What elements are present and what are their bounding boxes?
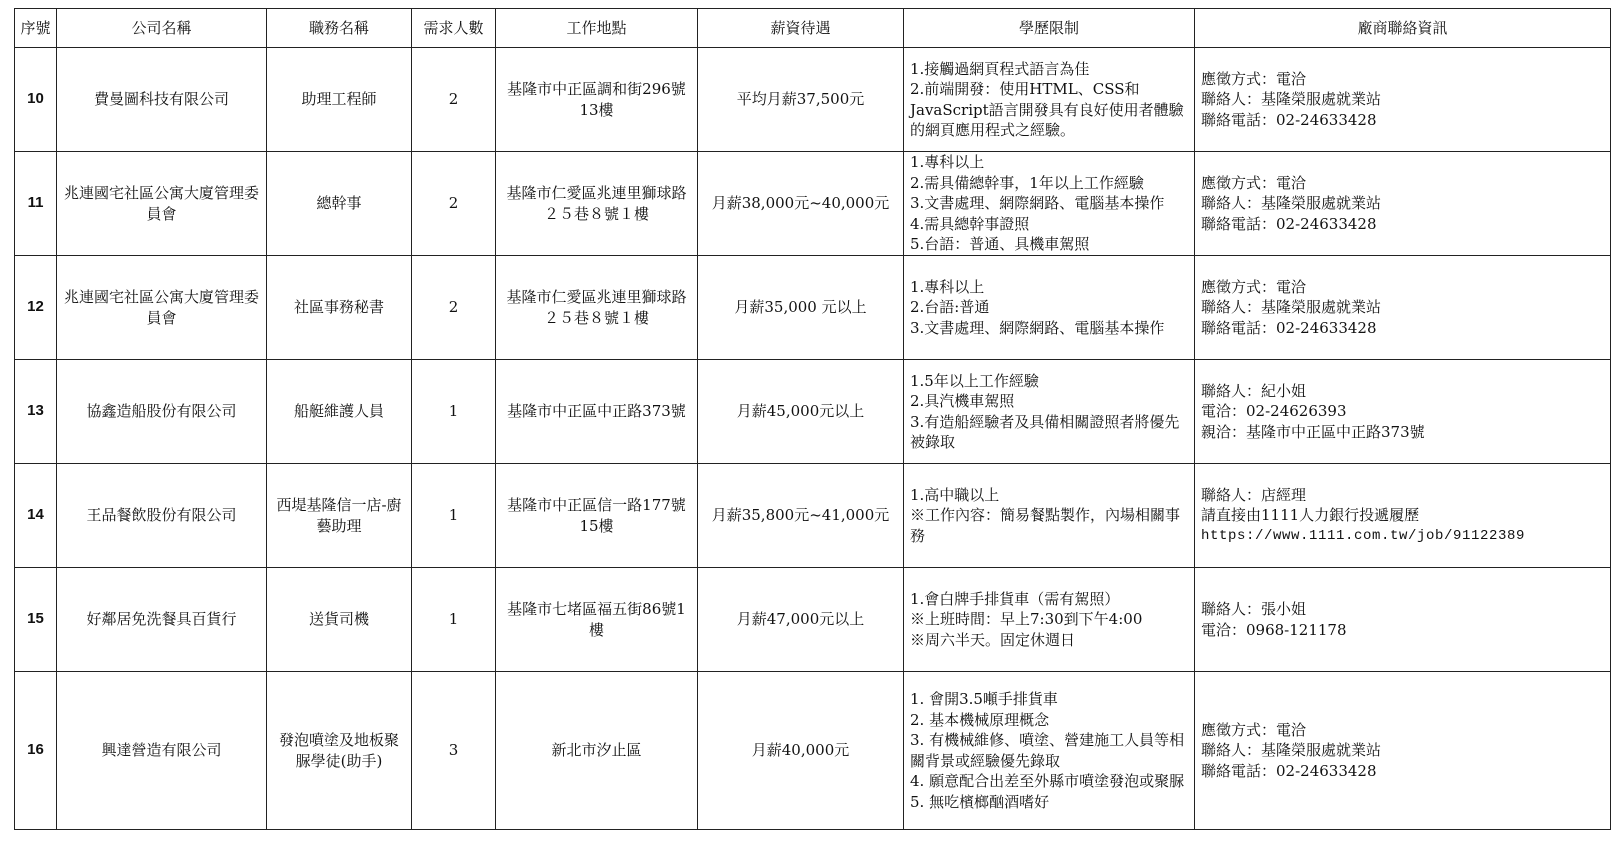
contact-line: 電洽：02-24626393 [1201, 402, 1347, 421]
job-title: 送貨司機 [267, 568, 412, 672]
contact-line: 親洽：基隆市中正區中正路373號 [1201, 422, 1425, 441]
job-title: 發泡噴塗及地板聚脲學徒(助手) [267, 672, 412, 830]
salary: 月薪35,000 元以上 [698, 256, 904, 360]
contact-line: 應徵方式：電洽 [1201, 720, 1307, 739]
header-contact: 廠商聯絡資訊 [1195, 9, 1611, 48]
row-number: 13 [15, 360, 57, 464]
header-company: 公司名稱 [57, 9, 267, 48]
requirement-line: 3.有造船經驗者及具備相關證照者將優先被錄取 [910, 412, 1180, 451]
education-requirements [904, 256, 1195, 360]
headcount: 1 [412, 464, 496, 568]
requirement-line: 1.高中職以上 [910, 485, 1000, 504]
contact-line: 聯絡電話：02-24633428 [1201, 110, 1377, 129]
contact-info [1195, 256, 1611, 360]
education-requirements [904, 48, 1195, 152]
requirement-line: 5. 無吃檳榔酗酒嗜好 [910, 792, 1050, 811]
contact-info [1195, 152, 1611, 256]
contact-line: 聯絡電話：02-24633428 [1201, 214, 1377, 233]
company-name: 協鑫造船股份有限公司 [57, 360, 267, 464]
header-count: 需求人數 [412, 9, 496, 48]
row-number: 15 [15, 568, 57, 672]
row-number: 10 [15, 48, 57, 152]
company-name: 興達營造有限公司 [57, 672, 267, 830]
work-location: 基隆市中正區調和街296號13樓 [496, 48, 698, 152]
requirement-line: 2. 基本機械原理概念 [910, 710, 1050, 729]
contact-line: 聯絡人：張小姐 [1201, 600, 1307, 618]
headcount: 1 [412, 568, 496, 672]
requirement-line: 3. 有機械維修、噴塗、營建施工人員等相關背景或經驗優先錄取 [910, 731, 1185, 770]
work-location: 基隆市仁愛區兆連里獅球路２５巷８號１樓 [496, 256, 698, 360]
row-number: 12 [15, 256, 57, 360]
table-row [15, 464, 1611, 568]
salary: 月薪35,800元~41,000元 [698, 464, 904, 568]
row-number: 16 [15, 672, 57, 830]
table-row [15, 256, 1611, 360]
headcount: 2 [412, 48, 496, 152]
row-number: 14 [15, 464, 57, 568]
requirement-line: 3.文書處理、網際網路、電腦基本操作 [910, 318, 1165, 337]
contact-info [1195, 48, 1611, 152]
contact-line: 應徵方式：電洽 [1201, 173, 1307, 192]
salary: 月薪40,000元 [698, 672, 904, 830]
header-education: 學歷限制 [904, 9, 1195, 48]
requirement-line: 1.會白牌手排貨車（需有駕照） [910, 589, 1120, 608]
contact-line: 電洽：0968-121178 [1201, 620, 1347, 639]
work-location: 基隆市七堵區福五街86號1樓 [496, 568, 698, 672]
contact-line: 聯絡人：基隆榮服處就業站 [1201, 298, 1382, 317]
contact-info [1195, 360, 1611, 464]
row-number: 11 [15, 152, 57, 256]
contact-info [1195, 464, 1611, 568]
company-name: 兆連國宅社區公寓大廈管理委員會 [57, 256, 267, 360]
work-location: 基隆市中正區中正路373號 [496, 360, 698, 464]
contact-line: 聯絡人：基隆榮服處就業站 [1201, 741, 1382, 760]
contact-info [1195, 672, 1611, 830]
table-row [15, 568, 1611, 672]
job-title: 總幹事 [267, 152, 412, 256]
table-row [15, 672, 1611, 830]
education-requirements [904, 568, 1195, 672]
header-row [15, 9, 1611, 48]
requirement-line: 4. 願意配合出差至外縣市噴塗發泡或聚脲 [910, 772, 1185, 790]
requirement-line: ※工作內容：簡易餐點製作，內場相關事務 [910, 506, 1181, 545]
headcount: 2 [412, 152, 496, 256]
header-salary: 薪資待遇 [698, 9, 904, 48]
contact-line: 聯絡電話：02-24633428 [1201, 318, 1377, 337]
contact-line: 聯絡人：基隆榮服處就業站 [1201, 90, 1382, 109]
job-listing-sheet [14, 8, 1611, 830]
requirement-line: 2.台語:普通 [910, 298, 990, 317]
requirement-line: 2.前端開發：使用HTML、CSS和JavaScript語言開發具有良好使用者體驗的網頁應用程式之經驗。 [910, 80, 1184, 139]
work-location: 新北市汐止區 [496, 672, 698, 830]
requirement-line: 1.專科以上 [910, 153, 985, 172]
education-requirements [904, 152, 1195, 256]
requirement-line: 4.需具總幹事證照 [910, 214, 1030, 233]
company-name: 費曼圖科技有限公司 [57, 48, 267, 152]
salary: 月薪47,000元以上 [698, 568, 904, 672]
header-title: 職務名稱 [267, 9, 412, 48]
education-requirements [904, 360, 1195, 464]
requirement-line: 2.需具備總幹事，1年以上工作經驗 [910, 173, 1144, 192]
job-title: 船艇維護人員 [267, 360, 412, 464]
table-row [15, 360, 1611, 464]
headcount: 1 [412, 360, 496, 464]
contact-line: 聯絡人：紀小姐 [1201, 381, 1307, 400]
requirement-line: 2.具汽機車駕照 [910, 392, 1015, 410]
company-name: 好鄰居免洗餐具百貨行 [57, 568, 267, 672]
contact-line: 聯絡人：店經理 [1201, 485, 1307, 504]
table-row [15, 48, 1611, 152]
education-requirements [904, 464, 1195, 568]
job-title: 助理工程師 [267, 48, 412, 152]
table-row [15, 152, 1611, 256]
header-location: 工作地點 [496, 9, 698, 48]
requirement-line: 1.5年以上工作經驗 [910, 371, 1039, 390]
requirement-line: 5.台語：普通、具機車駕照 [910, 235, 1090, 254]
requirement-line: 1.專科以上 [910, 277, 985, 296]
requirement-line: 1. 會開3.5噸手排貨車 [910, 690, 1058, 708]
salary: 月薪45,000元以上 [698, 360, 904, 464]
salary: 月薪38,000元~40,000元 [698, 152, 904, 256]
requirement-line: 1.接觸過網頁程式語言為佳 [910, 59, 1090, 78]
company-name: 兆連國宅社區公寓大廈管理委員會 [57, 152, 267, 256]
header-no: 序號 [15, 9, 57, 48]
education-requirements [904, 672, 1195, 830]
requirement-line: ※周六半天。固定休週日 [910, 630, 1076, 649]
headcount: 2 [412, 256, 496, 360]
job-rows [15, 48, 1611, 830]
work-location: 基隆市中正區信一路177號15樓 [496, 464, 698, 568]
company-name: 王品餐飲股份有限公司 [57, 464, 267, 568]
contact-info [1195, 568, 1611, 672]
contact-line: 應徵方式：電洽 [1201, 277, 1307, 296]
job-title: 社區事務秘書 [267, 256, 412, 360]
requirement-line: 3.文書處理、網際網路、電腦基本操作 [910, 194, 1165, 213]
headcount: 3 [412, 672, 496, 830]
contact-line: 請直接由1111人力銀行投遞履歷 [1201, 506, 1420, 525]
work-location: 基隆市仁愛區兆連里獅球路２５巷８號１樓 [496, 152, 698, 256]
contact-line: 應徵方式：電洽 [1201, 69, 1307, 88]
salary: 平均月薪37,500元 [698, 48, 904, 152]
contact-line: 聯絡人：基隆榮服處就業站 [1201, 194, 1382, 213]
contact-url: https://www.1111.com.tw/job/91122389 [1201, 527, 1526, 544]
requirement-line: ※上班時間：早上7:30到下午4:00 [910, 610, 1143, 629]
job-title: 西堤基隆信一店-廚藝助理 [267, 464, 412, 568]
contact-line: 聯絡電話：02-24633428 [1201, 761, 1377, 780]
job-listing-table [14, 8, 1611, 830]
